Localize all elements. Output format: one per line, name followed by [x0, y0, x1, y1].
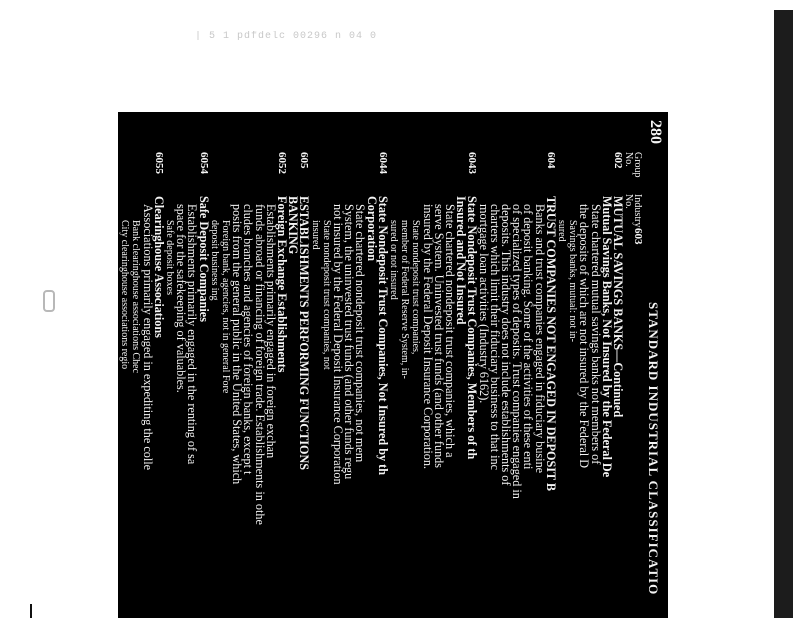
text-line: cludes branches and agencies of foreign banks, except t: [241, 204, 256, 475]
industry-code: 6043: [466, 152, 479, 174]
text-line: State nondeposit trust companies,: [410, 220, 422, 355]
text-line: Clearinghouse Associations: [151, 196, 166, 338]
industry-code: 604: [544, 152, 557, 169]
text-line: of specialized types of deposits. Trust companies engaged in: [510, 204, 525, 499]
text-line: of deposit banking. Some of the activities of these enti: [521, 204, 536, 470]
text-line: insured by the Federal Deposit Insurance Corporation.: [420, 204, 435, 470]
text-line: Banks and trust companies engaged in fiduciary busine: [532, 204, 547, 474]
rotated-page-content: [118, 112, 668, 618]
text-line: Bank clearinghouse associations Chec: [130, 220, 142, 374]
text-line: Corporation: [364, 196, 379, 261]
text-line: Safe Deposit Companies: [196, 196, 211, 322]
text-line: System, the uninvested trust funds (and other funds regu: [342, 204, 357, 480]
text-line: Associations primarily engaged in expediting the colle: [140, 204, 155, 471]
text-line: Foreign bank, agencies, not in general Fore: [220, 220, 231, 394]
text-line: State nondeposit trust companies, not: [320, 220, 332, 370]
running-head: STANDARD INDUSTRIAL CLASSIFICATIO: [646, 302, 661, 596]
industry-code: 605: [298, 152, 311, 169]
group-code-top: 603: [632, 228, 644, 245]
text-line: State chartered nondeposit trust companies, not mem: [353, 204, 368, 463]
text-line: posits from the general public in the United States, which: [230, 204, 245, 485]
text-line: MUTUAL SAVINGS BANKS—Continued: [611, 196, 625, 418]
text-line: Establishments primarily engaged in the renting of sa: [185, 204, 200, 465]
text-line: Savings banks, mutual: not in-: [567, 220, 579, 342]
scan-edge-bar: [774, 10, 793, 618]
text-line: Safe deposit boxes: [164, 220, 175, 295]
text-line: not insured by the Federal Deposit Insurance Corporation: [331, 204, 345, 485]
text-line: sured: [556, 220, 567, 242]
text-line: insured: [309, 220, 321, 250]
column-head-group: Group: [632, 152, 643, 178]
text-line: ESTABLISHMENTS PERFORMING FUNCTIONS: [297, 196, 312, 471]
column-head-industry-no: No.: [623, 194, 634, 209]
text-line: TRUST COMPANIES NOT ENGAGED IN DEPOSIT B: [543, 196, 558, 492]
text-line: deposit business ing: [208, 220, 220, 301]
column-head-group-no: No.: [623, 152, 634, 167]
text-line: City clearinghouse associations regio: [119, 220, 131, 370]
text-line: the deposits of which are not insured by the Federal D: [577, 204, 592, 468]
text-line: BANKING: [286, 196, 301, 255]
industry-code: 6044: [376, 152, 389, 174]
text-line: mortgage loan activities (Industry 6162).: [476, 204, 491, 404]
text-line: charters which limit their fiduciary business to that inc: [487, 204, 502, 471]
text-line: funds abroad or financing of foreign trade. Establishments in othe: [252, 204, 267, 525]
column-head-industry: Industry: [632, 194, 643, 228]
industry-code: 6055: [152, 152, 165, 174]
text-line: State chartered mutual savings banks not members of: [588, 204, 603, 465]
industry-code: 6052: [276, 152, 288, 174]
text-line: Establishments primarily engaged in foreign exchan: [263, 204, 278, 459]
punch-hole-mark: [43, 290, 55, 312]
text-line: member of Federal Reserve System, in-: [399, 220, 411, 379]
text-line: space for the safekeeping of valuables.: [174, 204, 189, 393]
scan-edge-mark: [30, 604, 32, 618]
text-line: deposits. This industry does not include establishments of: [499, 204, 513, 486]
text-line: State Nondeposit Trust Companies, Members of th: [465, 196, 480, 460]
text-line: Mutual Savings Banks, Not Insured by the Federal De: [599, 196, 614, 478]
scan-header-text: | 5 1 pdfdelc 00296 n 04 0: [195, 31, 378, 42]
text-line: State chartered nondeposit trust companies, which a: [443, 204, 457, 458]
text-line: sured or not insured: [388, 220, 399, 300]
industry-code: 6054: [197, 152, 210, 174]
industry-code: 602: [612, 152, 624, 169]
text-line: serve System. Uninvested trust funds (and other funds: [431, 204, 446, 469]
text-line: Foreign Exchange Establishments: [275, 196, 289, 373]
page-number: 280: [647, 120, 664, 144]
text-line: State Nondeposit Trust Companies, Not Insured by th: [375, 196, 390, 476]
text-line: Insured and Not Insured: [454, 196, 469, 325]
scanned-page: [118, 112, 668, 618]
